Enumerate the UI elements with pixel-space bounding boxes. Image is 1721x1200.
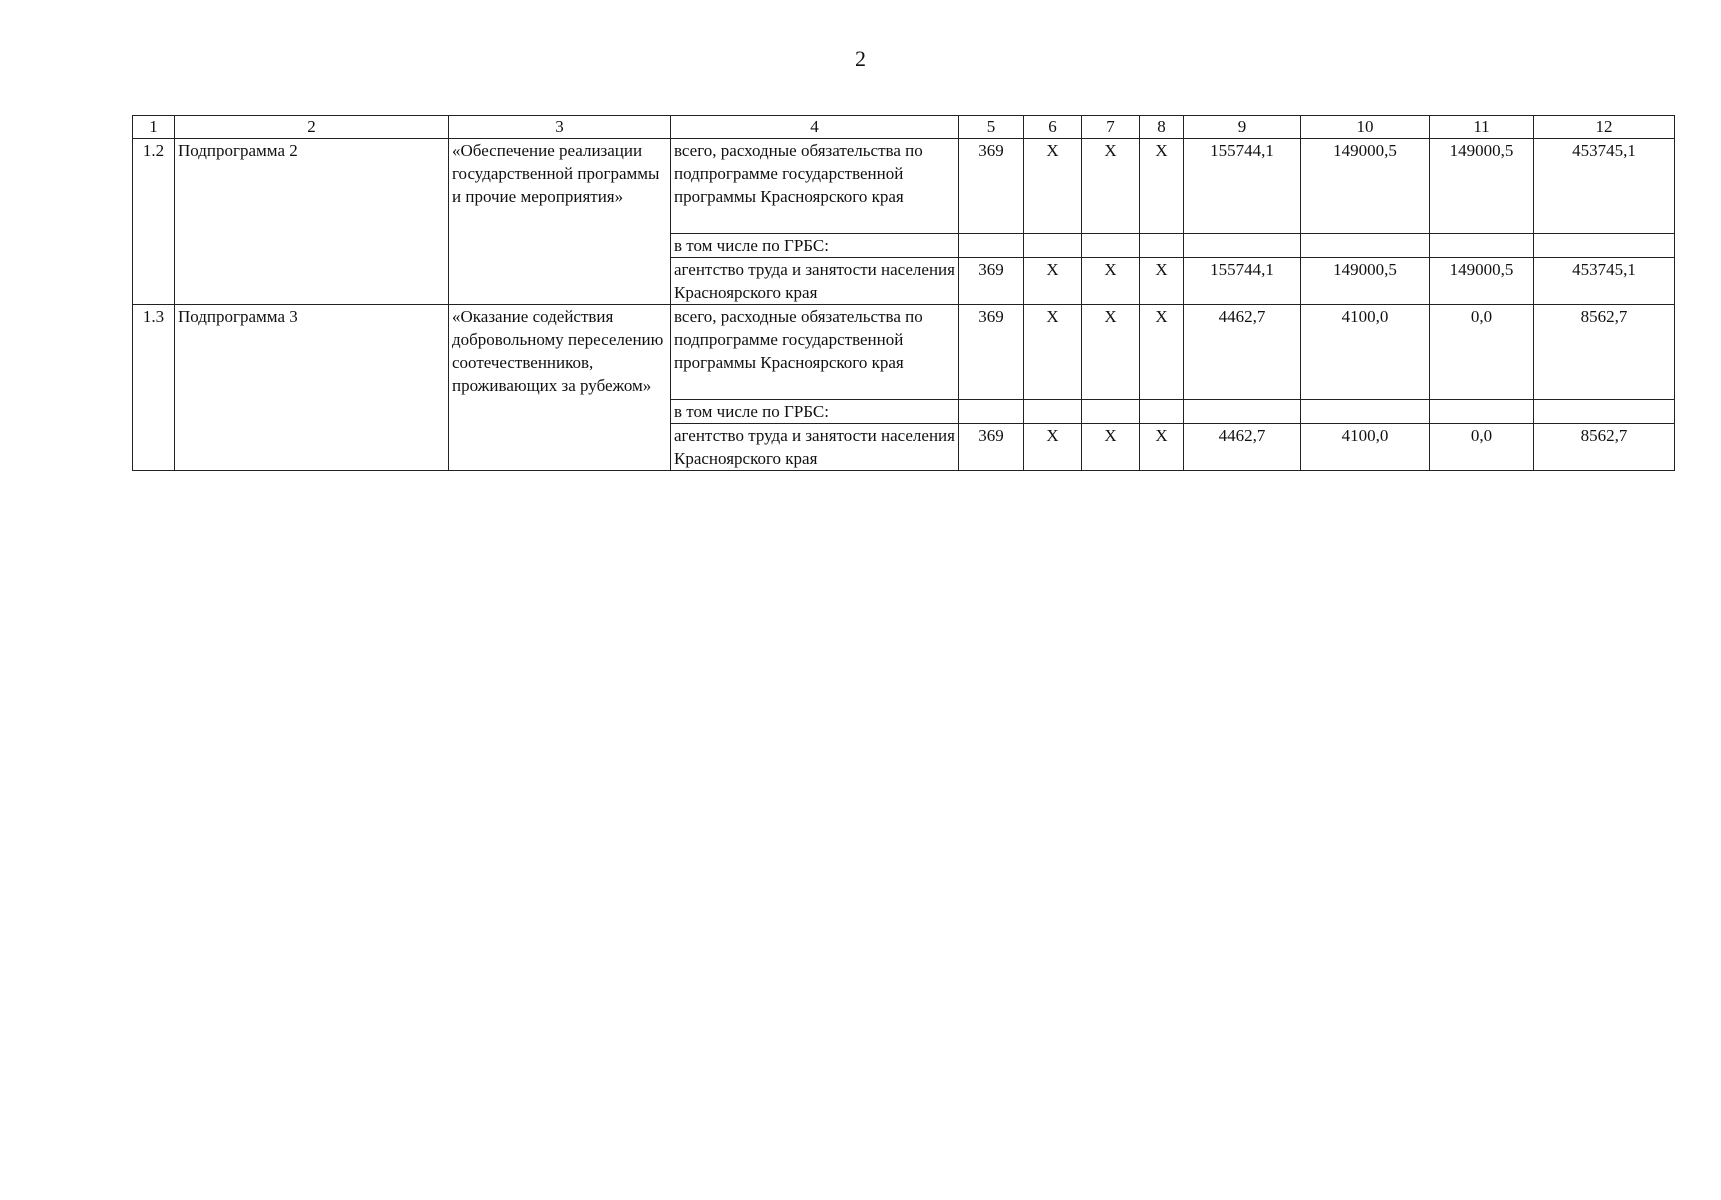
grbs-code: 369 bbox=[959, 258, 1024, 305]
subprogram-title: «Оказание содействия добровольному переселению соотечественников, проживающих за рубежом» bbox=[449, 305, 671, 471]
cell-x: Х bbox=[1140, 424, 1184, 471]
amount-year-3: 149000,5 bbox=[1430, 258, 1534, 305]
column-header: 9 bbox=[1184, 116, 1301, 139]
page-number: 2 bbox=[855, 46, 866, 71]
total-label: всего, расходные обязательства по подпрограмме государственной программы Красноярского края bbox=[671, 305, 959, 400]
cell-x: Х bbox=[1082, 258, 1140, 305]
empty-cell bbox=[1140, 234, 1184, 258]
cell-x: Х bbox=[1024, 424, 1082, 471]
amount-year-2: 149000,5 bbox=[1301, 258, 1430, 305]
cell-x: Х bbox=[1082, 139, 1140, 234]
empty-cell bbox=[1184, 234, 1301, 258]
empty-cell bbox=[1301, 400, 1430, 424]
cell-x: Х bbox=[1082, 305, 1140, 400]
empty-cell bbox=[1082, 234, 1140, 258]
column-header: 4 bbox=[671, 116, 959, 139]
column-header: 11 bbox=[1430, 116, 1534, 139]
cell-x: Х bbox=[1082, 424, 1140, 471]
empty-cell bbox=[1301, 234, 1430, 258]
subprogram-3-total-row bbox=[133, 305, 1675, 400]
empty-cell bbox=[1430, 234, 1534, 258]
subprogram-title: «Обеспечение реализации государственной программы и прочие мероприятия» bbox=[449, 139, 671, 305]
cell-x: Х bbox=[1024, 258, 1082, 305]
amount-year-2: 149000,5 bbox=[1301, 139, 1430, 234]
column-header: 7 bbox=[1082, 116, 1140, 139]
column-header: 12 bbox=[1534, 116, 1675, 139]
cell-x: Х bbox=[1140, 305, 1184, 400]
amount-year-1: 4462,7 bbox=[1184, 305, 1301, 400]
empty-cell bbox=[1024, 400, 1082, 424]
empty-cell bbox=[1430, 400, 1534, 424]
empty-cell bbox=[1082, 400, 1140, 424]
cell-x: Х bbox=[1140, 258, 1184, 305]
amount-total: 8562,7 bbox=[1534, 305, 1675, 400]
empty-cell bbox=[959, 400, 1024, 424]
column-header: 3 bbox=[449, 116, 671, 139]
budget-table bbox=[132, 115, 1675, 471]
subprogram-name: Подпрограмма 3 bbox=[175, 305, 449, 471]
row-number: 1.2 bbox=[133, 139, 175, 305]
column-header: 8 bbox=[1140, 116, 1184, 139]
subprogram-name: Подпрограмма 2 bbox=[175, 139, 449, 305]
grbs-label: в том числе по ГРБС: bbox=[671, 400, 959, 424]
empty-cell bbox=[1184, 400, 1301, 424]
empty-cell bbox=[1140, 400, 1184, 424]
amount-year-3: 0,0 bbox=[1430, 305, 1534, 400]
cell-x: Х bbox=[1024, 305, 1082, 400]
column-number-row bbox=[133, 116, 1675, 139]
agency-label: агентство труда и занятости населения Красноярского края bbox=[671, 258, 959, 305]
cell-x: Х bbox=[1140, 139, 1184, 234]
row-number: 1.3 bbox=[133, 305, 175, 471]
grbs-code: 369 bbox=[959, 424, 1024, 471]
amount-year-3: 149000,5 bbox=[1430, 139, 1534, 234]
grbs-label: в том числе по ГРБС: bbox=[671, 234, 959, 258]
column-header: 6 bbox=[1024, 116, 1082, 139]
amount-year-3: 0,0 bbox=[1430, 424, 1534, 471]
empty-cell bbox=[1534, 400, 1675, 424]
cell-x: Х bbox=[1024, 139, 1082, 234]
amount-total: 8562,7 bbox=[1534, 424, 1675, 471]
amount-year-1: 155744,1 bbox=[1184, 258, 1301, 305]
empty-cell bbox=[1024, 234, 1082, 258]
empty-cell bbox=[1534, 234, 1675, 258]
column-header: 1 bbox=[133, 116, 175, 139]
grbs-code: 369 bbox=[959, 305, 1024, 400]
subprogram-2-total-row bbox=[133, 139, 1675, 234]
agency-label: агентство труда и занятости населения Красноярского края bbox=[671, 424, 959, 471]
column-header: 2 bbox=[175, 116, 449, 139]
grbs-code: 369 bbox=[959, 139, 1024, 234]
amount-total: 453745,1 bbox=[1534, 139, 1675, 234]
total-label: всего, расходные обязательства по подпрограмме государственной программы Красноярского края bbox=[671, 139, 959, 234]
column-header: 10 bbox=[1301, 116, 1430, 139]
amount-year-1: 4462,7 bbox=[1184, 424, 1301, 471]
amount-total: 453745,1 bbox=[1534, 258, 1675, 305]
empty-cell bbox=[959, 234, 1024, 258]
amount-year-2: 4100,0 bbox=[1301, 305, 1430, 400]
amount-year-1: 155744,1 bbox=[1184, 139, 1301, 234]
amount-year-2: 4100,0 bbox=[1301, 424, 1430, 471]
column-header: 5 bbox=[959, 116, 1024, 139]
